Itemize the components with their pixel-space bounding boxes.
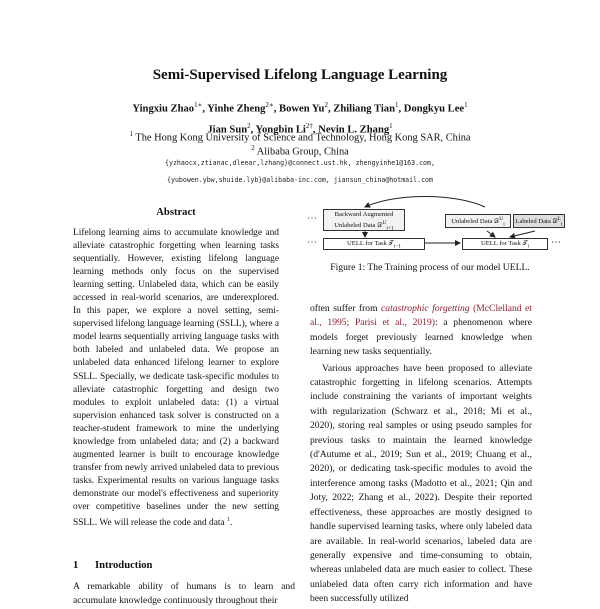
paragraph: often suffer from catastrophic forgetting (McClelland et al., 1995; Parisi et al., 2019): a phenomenon where models forget previously learned knowledge when learning new tasks sequentially. [310,303,532,358]
author-affiliation-mark: 1 [389,121,393,130]
author-affiliation-mark: 1 [395,101,399,109]
affiliation-text: Alibaba Group, China [256,146,349,158]
abstract-text: Lifelong learning aims to accumulate knowledge and alleviate catastrophic forgetting when learning tasks sequentially. However, existing lifelong language learning methods only focus on the supervised learning setting. Unlabeled data, which can be easily accessed in real-world scenarios, are underexplored. In this paper, we explore a novel setting, semi-supervised lifelong language learning (SSLL), where a model learns sequentially arriving language tasks with both labeled and unlabeled data. We propose an unlabeled data enhanced lifelong learner to explore SSLL. Specially, we dedicate task-specific modules to alleviate catastrophic forgetting and design two modules to exploit unlabeled data: (1) a virtual supervision enhanced task solver is constructed on a teacher-student framework to mine the underlying knowledge from unlabeled data; and (2) a backward augmented learner is built to encourage knowledge transfer from newly arrived unlabeled data to previous tasks. Experimental results on various language tasks demonstrate our model's effectiveness and superiority over competitive baselines under the new setting SSLL. We will release the code and data [73,228,279,529]
affiliation-mark: 2 [251,144,255,152]
figure-caption: Figure 1: The Training process of our model UELL. [330,262,530,273]
emphasis: catastrophic forgetting [381,303,470,314]
email-line-2: {yubowen.ybw,shuide.lyb}@alibaba-inc.com, jiansun_china@hotmail.com [167,176,433,184]
author-name: Yinhe Zheng [207,103,266,115]
ellipsis-left-2: ⋯ [307,237,317,248]
author-affiliation-mark: 1∗ [194,101,203,109]
abstract-heading: Abstract [156,207,196,218]
introduction-body: A remarkable ability of humans is to learn and accumulate knowledge continuously throughout their [73,581,295,607]
box-line: Unlabeled Data 𝒟$^U_{i+1}$ [334,220,394,232]
unlabeled-data-box: Unlabeled Data 𝒟$^U_i$ [445,214,511,228]
email-line-1: {yzhaocx,ztianac,dleear,lzhang}@connect.ust.hk, zhengyinhe1@163.com, [165,159,435,167]
section-number: 1 [73,560,79,571]
author-affiliation-mark: 2 [324,101,328,109]
model-box-current: UELL for Task 𝒯$_i$ [462,238,548,250]
paper-title: Semi-Supervised Lifelong Language Learning [152,67,448,83]
author-name: Dongkyu Lee [403,103,465,115]
citation[interactable]: (McClelland et al., 1995; Parisi et al., 2019) [310,303,532,329]
data-arrow-2 [487,231,495,237]
right-column-body [310,302,532,607]
affiliation-mark: 1 [129,130,133,138]
affiliation-text: The Hong Kong University of Science and Technology, Hong Kong SAR, China [135,132,471,144]
author-affiliation-mark: 2† [305,121,313,130]
abstract-body: Lifelong learning aims to accumulate knowledge and alleviate catastrophic forgetting when learning tasks sequentially. However, existing lifelong language learning methods only focus on the supervised learning setting. Unlabeled data, which can be easily accessed in real-world scenarios, are underexplored. In this paper, we explore a novel setting, semi-supervised lifelong language learning (SSLL), where a model learns sequentially arriving language tasks with both labeled and unlabeled data. We propose an unlabeled data enhanced lifelong learner to explore SSLL. Specially, we dedicate task-specific modules to alleviate catastrophic forgetting and design two modules to exploit unlabeled data: (1) a virtual supervision enhanced task solver is constructed on a teacher-student framework to mine the underlying knowledge from unlabeled data; and (2) a backward augmented learner is built to encourage knowledge transfer from newly arrived unlabeled data to previous tasks. Experimental results on various language tasks demonstrate our model's effectiveness and superiority over competitive baselines under the new setting SSLL. We will release the code and data $^1$. [73,228,279,529]
section-title: Introduction [94,560,153,571]
author-line-1: Yingxiu Zhao$^{1∗}$, Yinhe Zheng$^{2∗}$, Bowen Yu$^2$, Zhiliang Tian$^1$, Dongkyu Lee$^1$ [132,101,468,115]
model-box-previous: UELL for Task 𝒯$_{i-1}$ [323,238,425,250]
data-arrow-3 [510,231,535,237]
paragraph: Various approaches have been proposed to alleviate catastrophic forgetting in lifelong scenarios. Attempts include constraining the variants of important weights with regularization (Schwarz et al., 2018; Mi et al., 2020), storing real samples or using pseudo samples for previous tasks to maintain the learned knowledge (d'Autume et al., 2019; Sun et al., 2019; Chuang et al., 2020), or dedicating task-specific modules to avoid the interference among tasks (Madotto et al., 2021; Qin and Joty, 2022; Zhang et al., 2022). Despite their reported effectiveness, these approaches are mostly designed to handle supervised learning tasks, where only labeled data are available. In real-world scenarios, labeled data are generally expensive and time-consuming to obtain, whereas unlabeled data are much easier to collect. These unlabeled data often carry rich information and have been successfully utilized [310,362,532,605]
author-name: Jian Sun [207,124,248,136]
figure-1 [305,195,567,257]
section-heading-introduction [73,560,152,571]
footnote-mark: 1 [226,517,230,524]
ellipsis-left: ⋯ [307,213,317,224]
backward-arrow [365,197,485,208]
author-name: Yongbin Li [255,124,306,136]
author-line-2: Jian Sun$^2$, Yongbin $Li^{2\dagger}$, Nevin L. Zhang$^1$ [207,121,393,136]
labeled-data-box: Labeled Data 𝒟$^L_i$ [513,214,565,228]
author-name: Zhiliang Tian [333,103,395,115]
author-affiliation-mark: 1 [464,101,468,109]
author-name: Nevin L. Zhang [318,124,390,136]
author-name: Yingxiu Zhao [132,103,195,115]
author-name: Bowen Yu [279,103,325,115]
backward-augmented-data-box [323,209,405,231]
author-affiliation-mark: 2∗ [265,101,274,109]
ellipsis-right: ⋯ [551,237,561,248]
box-line: Backward Augmented [334,211,394,218]
author-affiliation-mark: 2 [247,121,251,130]
